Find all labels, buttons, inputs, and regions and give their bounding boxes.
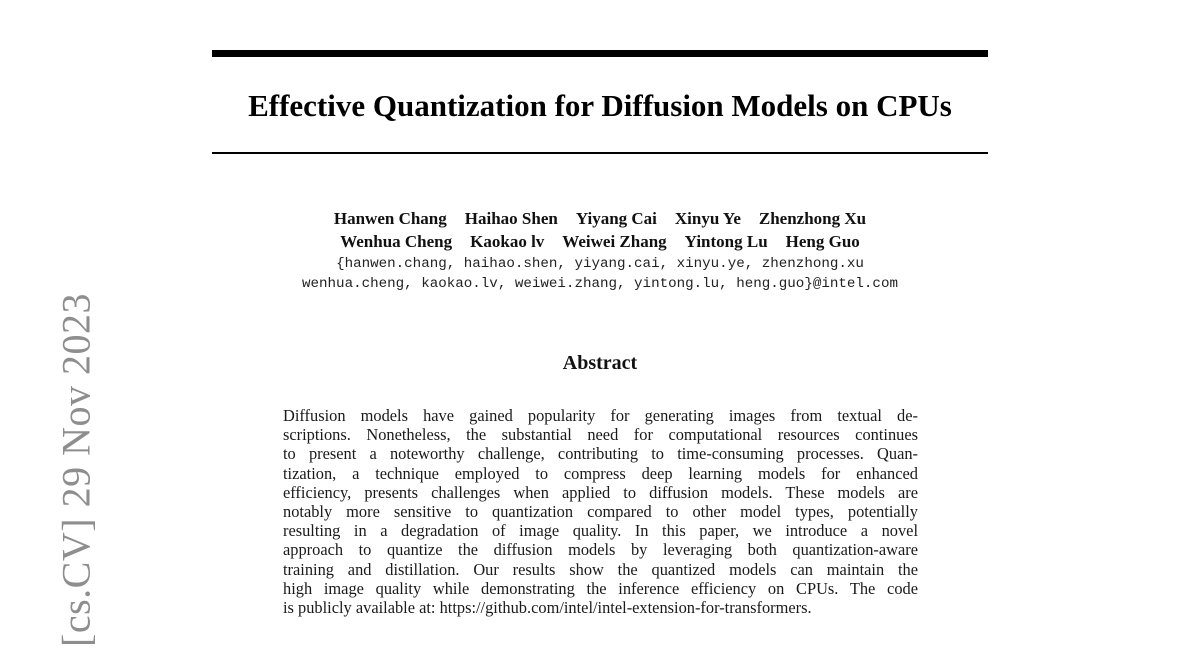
email-line-2: wenhua.cheng, kaokao.lv, weiwei.zhang, yintong.lu, heng.guo}@intel.com [302,276,898,292]
author-name: Kaokao lv [470,232,545,251]
paper-title: Effective Quantization for Diffusion Models on CPUs [248,88,952,123]
author-row-1 [200,207,1000,230]
email-line-1: {hanwen.chang, haihao.shen, yiyang.cai, xinyu.ye, zhenzhong.xu [336,256,864,272]
abstract-line: high image quality while demonstrating the inference efficiency on CPUs. The code [283,578,918,598]
author-name: Weiwei Zhang [562,232,667,251]
author-name: Hanwen Chang [333,209,447,228]
abstract-body [283,406,918,617]
author-name: Wenhua Cheng [340,232,453,251]
author-emails [200,254,1000,294]
abstract-line: efficiency, presents challenges when applied to diffusion models. These models are [283,482,918,502]
author-name: Xinyu Ye [674,209,741,228]
abstract-heading: Abstract [562,352,638,374]
abstract-line: approach to quantize the diffusion models by leveraging both quantization-aware [283,540,918,560]
author-name: Haihao Shen [464,209,558,228]
author-name: Yiyang Cai [575,209,657,228]
abstract-line: resulting in a degradation of image quality. In this paper, we introduce a novel [283,521,918,541]
title-bottom-rule [212,152,988,154]
abstract-line: notably more sensitive to quantization compared to other model types, potentially [283,502,918,522]
abstract-line: is publicly available at: https://github.com/intel/intel-extension-for-transformers. [283,598,812,618]
arxiv-identifier-stamp: [cs.CV] 29 Nov 2023 [53,293,99,647]
author-row-2 [200,230,1000,253]
abstract-line: to present a noteworthy challenge, contributing to time-consuming processes. Quan- [283,444,918,464]
abstract-line: training and distillation. Our results show the quantized models can maintain the [283,559,918,579]
abstract-line: scriptions. Nonetheless, the substantial need for computational resources continues [283,425,918,445]
author-name: Zhenzhong Xu [758,209,867,228]
author-list [200,207,1000,253]
author-name: Yintong Lu [684,232,768,251]
author-name: Heng Guo [785,232,860,251]
abstract-line: tization, a technique employed to compress deep learning models for enhanced [283,463,918,483]
abstract-line: Diffusion models have gained popularity for generating images from textual de- [283,406,918,425]
title-top-rule [212,50,988,57]
